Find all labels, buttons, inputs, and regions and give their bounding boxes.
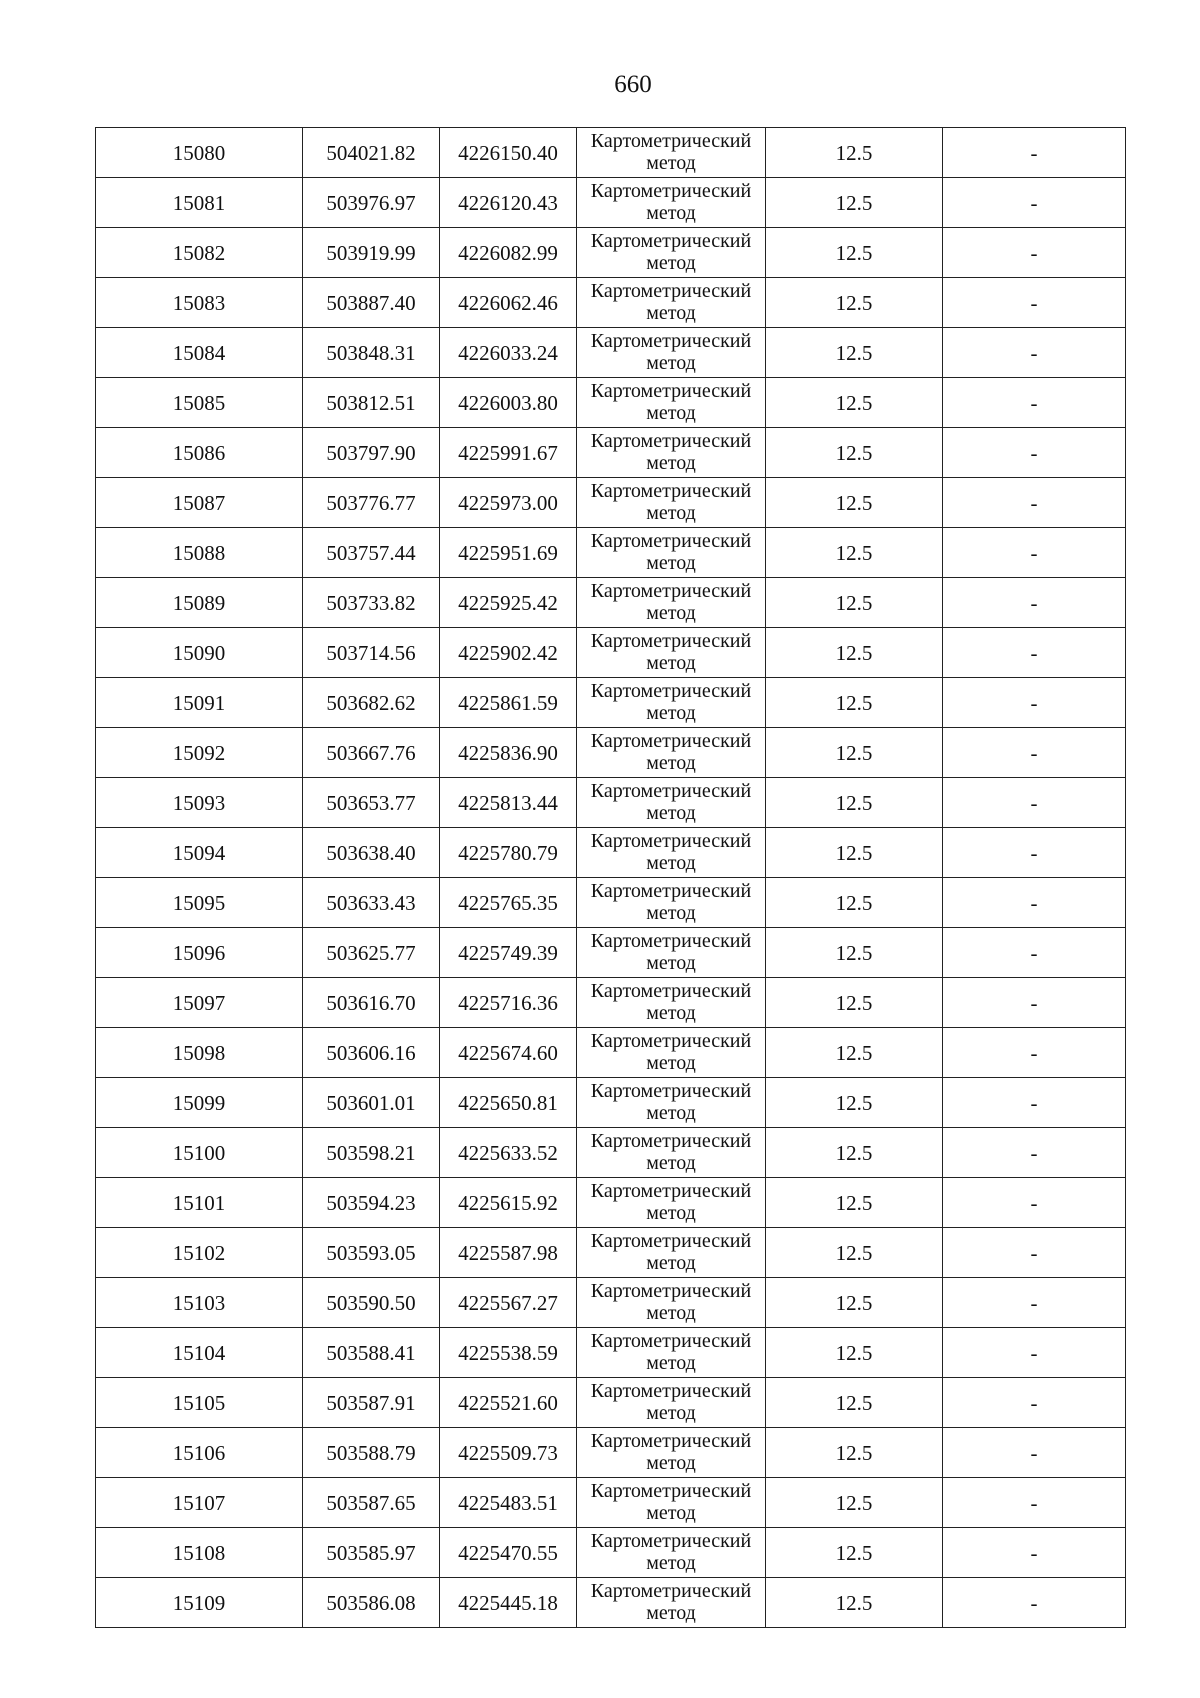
table-row	[96, 1178, 1126, 1228]
accuracy-cell: 12.5	[766, 1078, 943, 1128]
method-line-1: Картометрический	[590, 1379, 752, 1402]
y-coordinate-cell: 4226033.24	[440, 328, 577, 378]
method-line-1: Картометрический	[590, 1279, 752, 1302]
y-coordinate-cell: 4225674.60	[440, 1028, 577, 1078]
x-coordinate-cell: 503638.40	[303, 828, 440, 878]
method-cell	[577, 978, 766, 1028]
point-number-cell: 15084	[96, 328, 303, 378]
point-number-cell: 15101	[96, 1178, 303, 1228]
method-line-1: Картометрический	[590, 729, 752, 752]
accuracy-cell: 12.5	[766, 1378, 943, 1428]
method-line-1: Картометрический	[590, 179, 752, 202]
point-number-cell: 15108	[96, 1528, 303, 1578]
method-cell	[577, 1078, 766, 1128]
method-line-2: метод	[646, 201, 696, 224]
note-cell: -	[943, 1378, 1126, 1428]
note-cell: -	[943, 878, 1126, 928]
y-coordinate-cell: 4225509.73	[440, 1428, 577, 1478]
x-coordinate-cell: 503588.41	[303, 1328, 440, 1378]
x-coordinate-cell: 503594.23	[303, 1178, 440, 1228]
method-cell	[577, 1478, 766, 1528]
method-line-1: Картометрический	[590, 879, 752, 902]
table-row	[96, 1528, 1126, 1578]
table-row	[96, 1328, 1126, 1378]
note-cell: -	[943, 1428, 1126, 1478]
method-line-2: метод	[646, 1151, 696, 1174]
note-cell: -	[943, 1078, 1126, 1128]
accuracy-cell: 12.5	[766, 128, 943, 178]
note-cell: -	[943, 228, 1126, 278]
table-row	[96, 1128, 1126, 1178]
point-number-cell: 15094	[96, 828, 303, 878]
method-line-2: метод	[646, 851, 696, 874]
method-line-1: Картометрический	[590, 479, 752, 502]
accuracy-cell: 12.5	[766, 1578, 943, 1628]
point-number-cell: 15098	[96, 1028, 303, 1078]
table-row	[96, 228, 1126, 278]
point-number-cell: 15086	[96, 428, 303, 478]
table-row	[96, 578, 1126, 628]
method-cell	[577, 1178, 766, 1228]
table-row	[96, 178, 1126, 228]
point-number-cell: 15103	[96, 1278, 303, 1328]
x-coordinate-cell: 503919.99	[303, 228, 440, 278]
x-coordinate-cell: 503601.01	[303, 1078, 440, 1128]
note-cell: -	[943, 828, 1126, 878]
point-number-cell: 15107	[96, 1478, 303, 1528]
method-line-2: метод	[646, 801, 696, 824]
method-line-1: Картометрический	[590, 529, 752, 552]
note-cell: -	[943, 478, 1126, 528]
method-line-1: Картометрический	[590, 579, 752, 602]
note-cell: -	[943, 1178, 1126, 1228]
y-coordinate-cell: 4225951.69	[440, 528, 577, 578]
table-row	[96, 728, 1126, 778]
point-number-cell: 15099	[96, 1078, 303, 1128]
method-cell	[577, 428, 766, 478]
method-line-2: метод	[646, 1001, 696, 1024]
point-number-cell: 15105	[96, 1378, 303, 1428]
method-cell	[577, 878, 766, 928]
point-number-cell: 15089	[96, 578, 303, 628]
y-coordinate-cell: 4225521.60	[440, 1378, 577, 1428]
table-row	[96, 978, 1126, 1028]
method-line-1: Картометрический	[590, 929, 752, 952]
note-cell: -	[943, 778, 1126, 828]
table-row	[96, 1478, 1126, 1528]
method-line-1: Картометрический	[590, 1579, 752, 1602]
x-coordinate-cell: 503606.16	[303, 1028, 440, 1078]
accuracy-cell: 12.5	[766, 1278, 943, 1328]
method-line-1: Картометрический	[590, 779, 752, 802]
x-coordinate-cell: 503625.77	[303, 928, 440, 978]
table-row	[96, 928, 1126, 978]
x-coordinate-cell: 504021.82	[303, 128, 440, 178]
table-row	[96, 628, 1126, 678]
x-coordinate-cell: 503733.82	[303, 578, 440, 628]
method-line-1: Картометрический	[590, 1079, 752, 1102]
accuracy-cell: 12.5	[766, 628, 943, 678]
x-coordinate-cell: 503598.21	[303, 1128, 440, 1178]
x-coordinate-cell: 503633.43	[303, 878, 440, 928]
note-cell: -	[943, 928, 1126, 978]
x-coordinate-cell: 503588.79	[303, 1428, 440, 1478]
note-cell: -	[943, 1578, 1126, 1628]
method-line-2: метод	[646, 401, 696, 424]
method-cell	[577, 228, 766, 278]
accuracy-cell: 12.5	[766, 928, 943, 978]
table-row	[96, 878, 1126, 928]
y-coordinate-cell: 4225902.42	[440, 628, 577, 678]
method-line-1: Картометрический	[590, 1429, 752, 1452]
method-line-2: метод	[646, 451, 696, 474]
x-coordinate-cell: 503587.91	[303, 1378, 440, 1428]
point-number-cell: 15096	[96, 928, 303, 978]
y-coordinate-cell: 4226082.99	[440, 228, 577, 278]
method-line-1: Картометрический	[590, 1229, 752, 1252]
method-cell	[577, 128, 766, 178]
table-row	[96, 328, 1126, 378]
accuracy-cell: 12.5	[766, 1228, 943, 1278]
y-coordinate-cell: 4225650.81	[440, 1078, 577, 1128]
method-cell	[577, 1278, 766, 1328]
x-coordinate-cell: 503797.90	[303, 428, 440, 478]
accuracy-cell: 12.5	[766, 228, 943, 278]
method-line-2: метод	[646, 951, 696, 974]
method-line-2: метод	[646, 1601, 696, 1624]
note-cell: -	[943, 728, 1126, 778]
point-number-cell: 15102	[96, 1228, 303, 1278]
x-coordinate-cell: 503590.50	[303, 1278, 440, 1328]
x-coordinate-cell: 503593.05	[303, 1228, 440, 1278]
accuracy-cell: 12.5	[766, 578, 943, 628]
method-line-2: метод	[646, 1051, 696, 1074]
accuracy-cell: 12.5	[766, 278, 943, 328]
method-line-2: метод	[646, 1551, 696, 1574]
coordinates-table-body	[96, 128, 1126, 1628]
accuracy-cell: 12.5	[766, 1028, 943, 1078]
method-line-2: метод	[646, 351, 696, 374]
method-line-2: метод	[646, 901, 696, 924]
note-cell: -	[943, 1528, 1126, 1578]
method-line-1: Картометрический	[590, 1029, 752, 1052]
method-line-1: Картометрический	[590, 379, 752, 402]
method-cell	[577, 278, 766, 328]
table-row	[96, 378, 1126, 428]
method-cell	[577, 828, 766, 878]
accuracy-cell: 12.5	[766, 328, 943, 378]
method-cell	[577, 778, 766, 828]
method-cell	[577, 528, 766, 578]
method-line-2: метод	[646, 1201, 696, 1224]
table-row	[96, 1278, 1126, 1328]
method-line-2: метод	[646, 1501, 696, 1524]
method-cell	[577, 178, 766, 228]
y-coordinate-cell: 4225925.42	[440, 578, 577, 628]
accuracy-cell: 12.5	[766, 728, 943, 778]
method-line-2: метод	[646, 1401, 696, 1424]
method-line-1: Картометрический	[590, 229, 752, 252]
method-line-1: Картометрический	[590, 129, 752, 152]
method-line-2: метод	[646, 601, 696, 624]
table-row	[96, 278, 1126, 328]
method-line-1: Картометрический	[590, 829, 752, 852]
y-coordinate-cell: 4226003.80	[440, 378, 577, 428]
table-row	[96, 428, 1126, 478]
x-coordinate-cell: 503653.77	[303, 778, 440, 828]
method-cell	[577, 378, 766, 428]
method-cell	[577, 478, 766, 528]
note-cell: -	[943, 378, 1126, 428]
y-coordinate-cell: 4225780.79	[440, 828, 577, 878]
accuracy-cell: 12.5	[766, 478, 943, 528]
method-cell	[577, 1228, 766, 1278]
y-coordinate-cell: 4225813.44	[440, 778, 577, 828]
y-coordinate-cell: 4225716.36	[440, 978, 577, 1028]
point-number-cell: 15091	[96, 678, 303, 728]
point-number-cell: 15092	[96, 728, 303, 778]
method-line-1: Картометрический	[590, 629, 752, 652]
note-cell: -	[943, 578, 1126, 628]
method-line-2: метод	[646, 751, 696, 774]
table-row	[96, 828, 1126, 878]
accuracy-cell: 12.5	[766, 1178, 943, 1228]
x-coordinate-cell: 503812.51	[303, 378, 440, 428]
y-coordinate-cell: 4226150.40	[440, 128, 577, 178]
accuracy-cell: 12.5	[766, 178, 943, 228]
table-row	[96, 1428, 1126, 1478]
accuracy-cell: 12.5	[766, 1478, 943, 1528]
accuracy-cell: 12.5	[766, 828, 943, 878]
y-coordinate-cell: 4225567.27	[440, 1278, 577, 1328]
x-coordinate-cell: 503585.97	[303, 1528, 440, 1578]
point-number-cell: 15087	[96, 478, 303, 528]
accuracy-cell: 12.5	[766, 878, 943, 928]
method-line-1: Картометрический	[590, 1529, 752, 1552]
note-cell: -	[943, 628, 1126, 678]
note-cell: -	[943, 278, 1126, 328]
method-cell	[577, 678, 766, 728]
note-cell: -	[943, 528, 1126, 578]
y-coordinate-cell: 4225749.39	[440, 928, 577, 978]
table-row	[96, 778, 1126, 828]
method-line-1: Картометрический	[590, 279, 752, 302]
method-line-2: метод	[646, 551, 696, 574]
page-number: 660	[614, 71, 652, 98]
method-cell	[577, 928, 766, 978]
note-cell: -	[943, 1128, 1126, 1178]
point-number-cell: 15097	[96, 978, 303, 1028]
point-number-cell: 15085	[96, 378, 303, 428]
y-coordinate-cell: 4225765.35	[440, 878, 577, 928]
y-coordinate-cell: 4225470.55	[440, 1528, 577, 1578]
note-cell: -	[943, 1328, 1126, 1378]
method-line-1: Картометрический	[590, 1479, 752, 1502]
point-number-cell: 15095	[96, 878, 303, 928]
method-line-1: Картометрический	[590, 329, 752, 352]
x-coordinate-cell: 503887.40	[303, 278, 440, 328]
method-line-1: Картометрический	[590, 679, 752, 702]
point-number-cell: 15082	[96, 228, 303, 278]
point-number-cell: 15090	[96, 628, 303, 678]
x-coordinate-cell: 503776.77	[303, 478, 440, 528]
accuracy-cell: 12.5	[766, 978, 943, 1028]
table-row	[96, 1228, 1126, 1278]
x-coordinate-cell: 503848.31	[303, 328, 440, 378]
accuracy-cell: 12.5	[766, 378, 943, 428]
point-number-cell: 15088	[96, 528, 303, 578]
accuracy-cell: 12.5	[766, 678, 943, 728]
method-line-1: Картометрический	[590, 979, 752, 1002]
x-coordinate-cell: 503586.08	[303, 1578, 440, 1628]
y-coordinate-cell: 4226062.46	[440, 278, 577, 328]
note-cell: -	[943, 128, 1126, 178]
y-coordinate-cell: 4225445.18	[440, 1578, 577, 1628]
table-row	[96, 1028, 1126, 1078]
method-cell	[577, 1378, 766, 1428]
method-cell	[577, 1528, 766, 1578]
method-line-1: Картометрический	[590, 429, 752, 452]
method-cell	[577, 728, 766, 778]
y-coordinate-cell: 4225615.92	[440, 1178, 577, 1228]
x-coordinate-cell: 503616.70	[303, 978, 440, 1028]
point-number-cell: 15080	[96, 128, 303, 178]
point-number-cell: 15100	[96, 1128, 303, 1178]
coordinates-table	[95, 127, 1126, 1628]
point-number-cell: 15109	[96, 1578, 303, 1628]
method-cell	[577, 1128, 766, 1178]
table-row	[96, 478, 1126, 528]
y-coordinate-cell: 4225991.67	[440, 428, 577, 478]
method-line-2: метод	[646, 651, 696, 674]
method-cell	[577, 578, 766, 628]
point-number-cell: 15104	[96, 1328, 303, 1378]
table-row	[96, 128, 1126, 178]
x-coordinate-cell: 503682.62	[303, 678, 440, 728]
x-coordinate-cell: 503587.65	[303, 1478, 440, 1528]
y-coordinate-cell: 4225861.59	[440, 678, 577, 728]
point-number-cell: 15081	[96, 178, 303, 228]
method-cell	[577, 628, 766, 678]
accuracy-cell: 12.5	[766, 1428, 943, 1478]
x-coordinate-cell: 503714.56	[303, 628, 440, 678]
method-line-2: метод	[646, 251, 696, 274]
x-coordinate-cell: 503667.76	[303, 728, 440, 778]
point-number-cell: 15093	[96, 778, 303, 828]
note-cell: -	[943, 1278, 1126, 1328]
note-cell: -	[943, 178, 1126, 228]
method-line-2: метод	[646, 501, 696, 524]
note-cell: -	[943, 678, 1126, 728]
note-cell: -	[943, 1228, 1126, 1278]
note-cell: -	[943, 1478, 1126, 1528]
note-cell: -	[943, 1028, 1126, 1078]
method-cell	[577, 1328, 766, 1378]
y-coordinate-cell: 4225538.59	[440, 1328, 577, 1378]
y-coordinate-cell: 4225973.00	[440, 478, 577, 528]
method-line-2: метод	[646, 151, 696, 174]
method-line-2: метод	[646, 1251, 696, 1274]
table-row	[96, 678, 1126, 728]
accuracy-cell: 12.5	[766, 1528, 943, 1578]
accuracy-cell: 12.5	[766, 778, 943, 828]
point-number-cell: 15083	[96, 278, 303, 328]
method-cell	[577, 1428, 766, 1478]
x-coordinate-cell: 503757.44	[303, 528, 440, 578]
note-cell: -	[943, 428, 1126, 478]
y-coordinate-cell: 4225633.52	[440, 1128, 577, 1178]
table-row	[96, 1078, 1126, 1128]
accuracy-cell: 12.5	[766, 1328, 943, 1378]
method-line-2: метод	[646, 1351, 696, 1374]
method-line-2: метод	[646, 1101, 696, 1124]
y-coordinate-cell: 4225587.98	[440, 1228, 577, 1278]
table-row	[96, 1378, 1126, 1428]
point-number-cell: 15106	[96, 1428, 303, 1478]
method-cell	[577, 1028, 766, 1078]
y-coordinate-cell: 4225483.51	[440, 1478, 577, 1528]
note-cell: -	[943, 978, 1126, 1028]
method-line-1: Картометрический	[590, 1329, 752, 1352]
x-coordinate-cell: 503976.97	[303, 178, 440, 228]
method-line-1: Картометрический	[590, 1179, 752, 1202]
method-line-2: метод	[646, 301, 696, 324]
note-cell: -	[943, 328, 1126, 378]
method-line-2: метод	[646, 1451, 696, 1474]
accuracy-cell: 12.5	[766, 1128, 943, 1178]
method-cell	[577, 328, 766, 378]
method-line-1: Картометрический	[590, 1129, 752, 1152]
method-line-2: метод	[646, 701, 696, 724]
table-row	[96, 528, 1126, 578]
accuracy-cell: 12.5	[766, 428, 943, 478]
method-line-2: метод	[646, 1301, 696, 1324]
accuracy-cell: 12.5	[766, 528, 943, 578]
y-coordinate-cell: 4226120.43	[440, 178, 577, 228]
y-coordinate-cell: 4225836.90	[440, 728, 577, 778]
table-row	[96, 1578, 1126, 1628]
method-cell	[577, 1578, 766, 1628]
